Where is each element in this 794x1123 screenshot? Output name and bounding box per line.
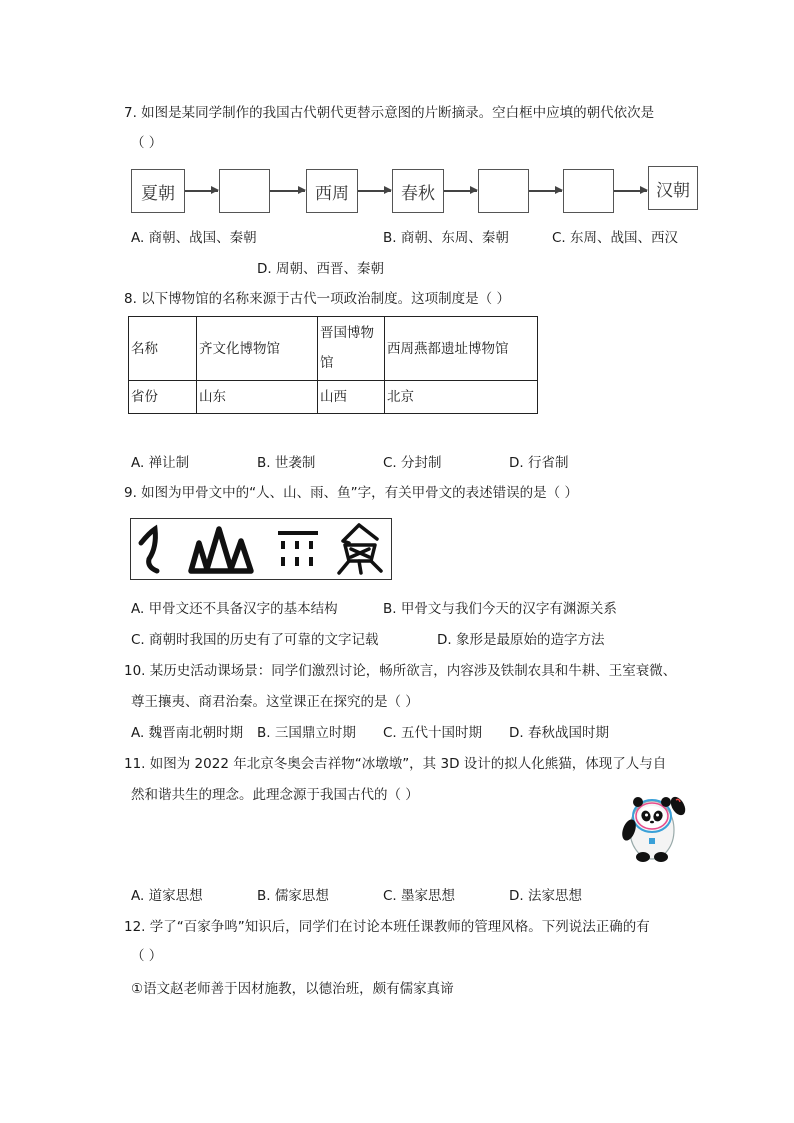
table-cell: 北京 (385, 381, 538, 414)
q7-option-a: A. 商朝、战国、秦朝 (131, 230, 257, 246)
table-cell (318, 317, 385, 381)
q10-option-d: D. 春秋战国时期 (509, 725, 609, 741)
dynasty-box-blank-2 (478, 169, 529, 213)
q7-option-d: D. 周朝、西晋、秦朝 (257, 261, 384, 277)
dynasty-box-western-zhou: 西周 (306, 169, 358, 213)
dynasty-box-xia: 夏朝 (131, 169, 185, 213)
q12-item-1: ①语文赵老师善于因材施教，以德治班，颇有儒家真谛 (131, 981, 454, 997)
q11-option-d: D. 法家思想 (509, 888, 582, 904)
q8-option-d: D. 行省制 (509, 455, 569, 471)
table-cell: 西周燕都遗址博物馆 (385, 317, 538, 381)
q8-option-c: C. 分封制 (383, 455, 442, 471)
q11-stem-line2: 然和谐共生的理念。此理念源于我国古代的（ ） (131, 787, 419, 803)
arrow-icon (444, 190, 477, 192)
q11-option-b: B. 儒家思想 (257, 888, 329, 904)
oracle-ren-icon (141, 529, 157, 571)
q9-option-a: A. 甲骨文还不具备汉字的基本结构 (131, 601, 338, 617)
oracle-bone-script-figure (130, 518, 392, 580)
q12-stem: 12. 学了“百家争鸣”知识后，同学们在讨论本班任课教师的管理风格。下列说法正确的有 (124, 919, 650, 935)
museum-table (128, 316, 538, 414)
arrow-icon (529, 190, 562, 192)
q12-answer-blank: （ ） (131, 948, 163, 964)
q7-option-c: C. 东周、战国、西汉 (552, 230, 679, 246)
table-cell: 山东 (197, 381, 318, 414)
q9-option-b: B. 甲骨文与我们今天的汉字有渊源关系 (383, 601, 617, 617)
q8-option-b: B. 世袭制 (257, 455, 316, 471)
dynasty-box-spring-autumn: 春秋 (392, 169, 444, 213)
q8-stem: 8. 以下博物馆的名称来源于古代一项政治制度。这项制度是（ ） (124, 291, 510, 307)
dynasty-box-blank-1 (219, 169, 270, 213)
q9-option-d: D. 象形是最原始的造字方法 (437, 632, 605, 648)
oracle-yu-fish-icon (339, 525, 381, 573)
dynasty-box-blank-3 (563, 169, 614, 213)
table-cell-line: 晋国博物 (320, 325, 374, 341)
q11-option-c: C. 墨家思想 (383, 888, 456, 904)
table-row (129, 381, 538, 414)
arrow-icon (614, 190, 647, 192)
q11-option-a: A. 道家思想 (131, 888, 203, 904)
arrow-icon (185, 190, 218, 192)
oracle-glyphs (131, 519, 391, 579)
q10-option-a: A. 魏晋南北朝时期 (131, 725, 244, 741)
table-cell: 山西 (318, 381, 385, 414)
table-cell: 省份 (129, 381, 197, 414)
dynasty-box-han: 汉朝 (648, 166, 698, 210)
q7-option-b: B. 商朝、东周、秦朝 (383, 230, 509, 246)
bing-dwen-dwen-mascot-image (616, 786, 692, 864)
table-row (129, 317, 538, 381)
q10-stem-line2: 尊王攘夷、商君治秦。这堂课正在探究的是（ ） (131, 694, 419, 710)
table-cell: 齐文化博物馆 (197, 317, 318, 381)
q7-answer-blank: （ ） (131, 135, 163, 151)
q7-stem: 7. 如图是某同学制作的我国古代朝代更替示意图的片断摘录。空白框中应填的朝代依次是 (124, 105, 655, 121)
q10-option-c: C. 五代十国时期 (383, 725, 483, 741)
table-cell: 名称 (129, 317, 197, 381)
table-cell-line: 馆 (320, 355, 334, 371)
q10-option-b: B. 三国鼎立时期 (257, 725, 356, 741)
arrow-icon (358, 190, 391, 192)
q8-option-a: A. 禅让制 (131, 455, 190, 471)
q9-option-c: C. 商朝时我国的历史有了可靠的文字记载 (131, 632, 379, 648)
q10-stem-line1: 10. 某历史活动课场景：同学们激烈讨论，畅所欲言，内容涉及铁制农具和牛耕、王室衰微、 (124, 663, 677, 679)
q9-stem: 9. 如图为甲骨文中的“人、山、雨、鱼”字，有关甲骨文的表述错误的是（ ） (124, 485, 578, 501)
oracle-shan-icon (191, 529, 251, 571)
q11-stem-line1: 11. 如图为 2022 年北京冬奥会吉祥物“冰墩墩”，其 3D 设计的拟人化熊猫，体现了人与自 (124, 756, 667, 772)
arrow-icon (270, 190, 305, 192)
oracle-yu-rain-icon (278, 531, 318, 566)
